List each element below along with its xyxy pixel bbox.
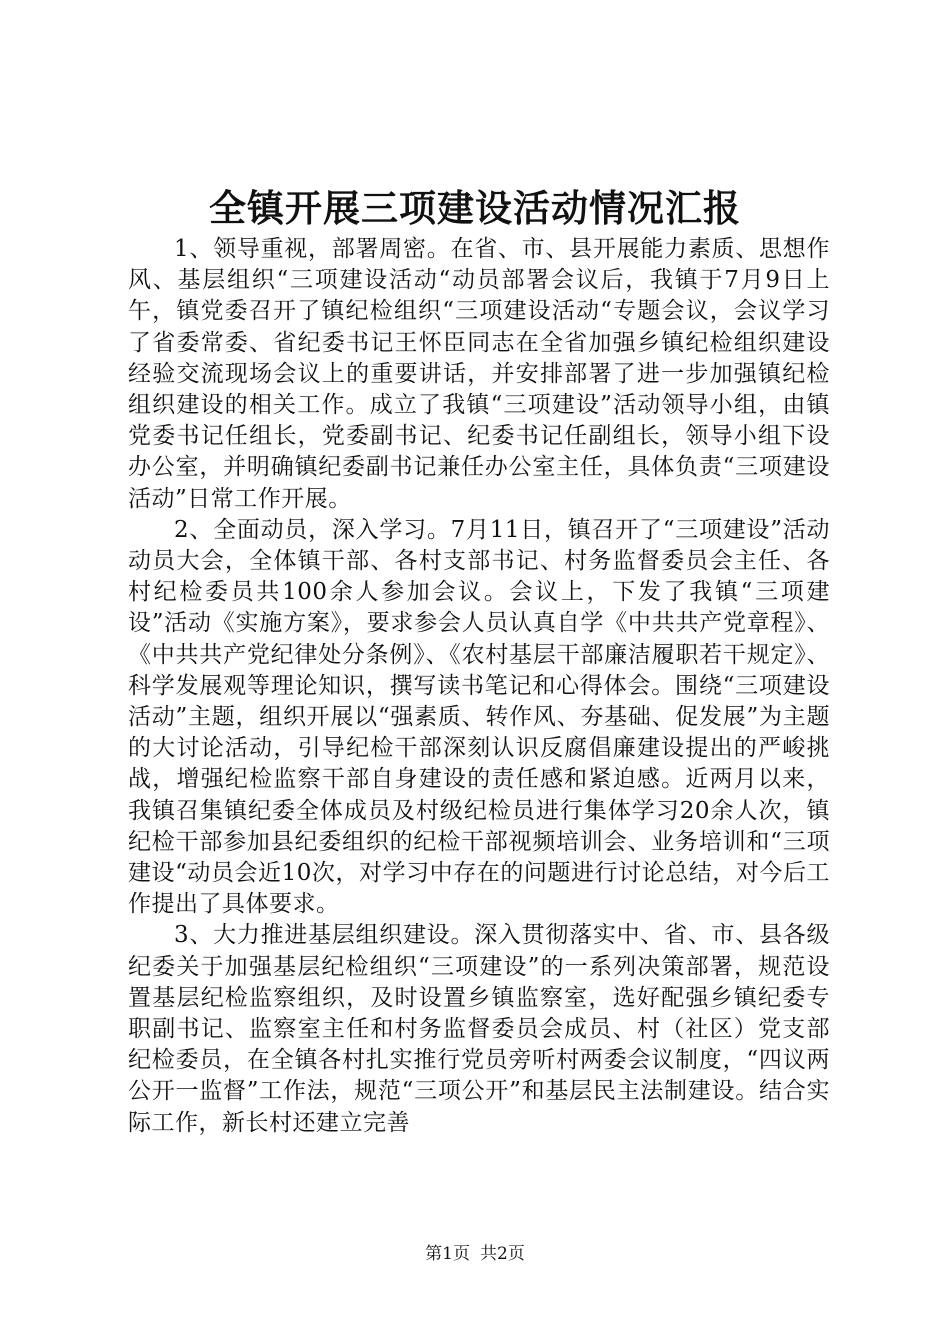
document-body <box>128 234 830 1139</box>
paragraph-2: 2、全面动员，深入学习。7月11日，镇召开了“三项建设”活动动员大会，全体镇干部、各村支部书记、村务监督委员会主任、各村纪检委员共100余人参加会议。会议上，下发了我镇“三项建设”活动《实施方案》，要求参会人员认真自学《中共共产党章程》、《中共共产党纪律处分条例》、《农村基层干部廉洁履职若干规定》、科学发展观等理论知识，撰写读书笔记和心得体会。围绕“三项建设活动”主题，组织开展以“强素质、转作风、夯基础、促发展”为主题的大讨论活动，引导纪检干部深刻认识反腐倡廉建设提出的严峻挑战，增强纪检监察干部自身建设的责任感和紧迫感。近两月以来，我镇召集镇纪委全体成员及村级纪检员进行集体学习20余人次，镇纪检干部参加县纪委组织的纪检干部视频培训会、业务培训和“三项建设“动员会近10次，对学习中存在的问题进行讨论总结，对今后工作提出了具体要求。 <box>128 516 830 918</box>
paragraph-1: 1、领导重视，部署周密。在省、市、县开展能力素质、思想作风、基层组织“三项建设活动“动员部署会议后，我镇于7月9日上午，镇党委召开了镇纪检组织“三项建设活动“专题会议，会议学习了省委常委、省纪委书记王怀臣同志在全省加强乡镇纪检组织建设经验交流现场会议上的重要讲话，并安排部署了进一步加强镇纪检组织建设的相关工作。成立了我镇“三项建设”活动领导小组，由镇党委书记任组长，党委副书记、纪委书记任副组长，领导小组下设办公室，并明确镇纪委副书记兼任办公室主任，具体负责“三项建设活动”日常工作开展。 <box>128 236 830 512</box>
paragraph-3: 3、大力推进基层组织建设。深入贯彻落实中、省、市、县各级纪委关于加强基层纪检组织“三项建设”的一系列决策部署，规范设置基层纪检监察组织，及时设置乡镇监察室，选好配强乡镇纪委专职副书记、监察室主任和村务监督委员会成员、村（社区）党支部纪检委员，在全镇各村扎实推行党员旁听村两委会议制度，“四议两公开一监督”工作法，规范“三项公开”和基层民主法制建设。结合实际工作，新长村还建立完善 <box>128 922 830 1136</box>
page-footer <box>0 1242 950 1266</box>
page-number: 第1页 <box>425 1244 470 1264</box>
document-title: 全镇开展三项建设活动情况汇报 <box>209 186 741 230</box>
page-total: 共2页 <box>480 1244 525 1264</box>
